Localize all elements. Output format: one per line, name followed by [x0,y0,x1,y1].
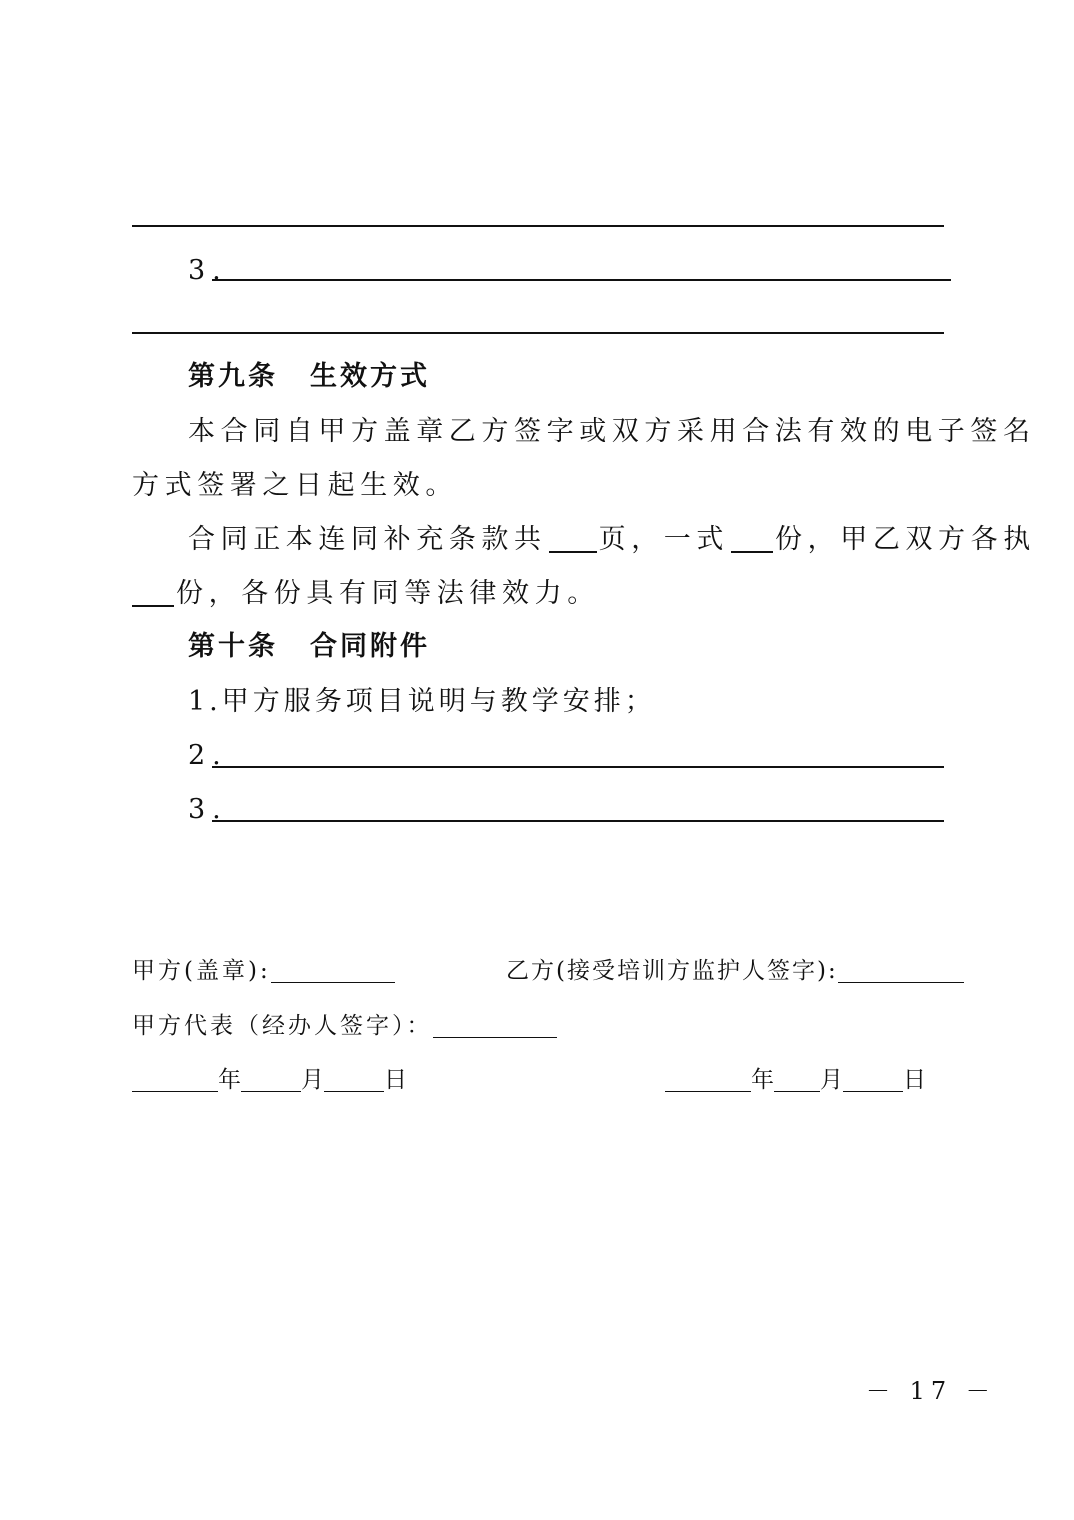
party-b-label: 乙方(接受培训方监护人签字): [506,958,838,984]
each-party-copies-blank [132,581,174,607]
party-a-year-blank [132,1069,218,1092]
party-a-month: 月 [301,1067,324,1093]
article-9-heading [188,363,430,390]
article-10-number: 第十条 [188,631,278,662]
pages-blank [549,527,597,553]
party-b-year-blank [665,1069,751,1092]
article-10-title: 合同附件 [310,631,430,662]
article-9-para2-part4: 份，各份具有同等法律效力。 [176,578,600,609]
article-10-item-3-blank [212,820,944,822]
party-a-year: 年 [218,1067,241,1093]
copies-blank [731,527,773,553]
article-10-heading [188,633,430,660]
article-10-item-1: 1.甲方服务项目说明与教学安排； [188,686,656,717]
article-9-para1-line2: 方式签署之日起生效。 [132,470,458,501]
article-10-item-2-label: 2. [188,740,228,771]
article-9-para2-line2 [132,580,600,607]
party-a-signature [132,960,395,983]
article-9-para1-line1: 本合同自甲方盖章乙方签字或双方采用合法有效的电子签名 [188,416,1036,447]
party-a-month-blank [241,1069,301,1092]
article-9-para2-line1 [188,526,1036,553]
party-a-rep-blank [433,1015,557,1038]
party-a-date [132,1069,407,1092]
party-a-label: 甲方(盖章): [132,958,271,984]
article-9-para2-part3: 份，甲乙双方各执 [775,524,1036,555]
prev-item-3-blank [212,279,951,281]
party-a-seal-blank [271,960,395,983]
article-9-para2-part2: 页，一式 [598,524,730,555]
blank-line-continuation-top [132,225,944,227]
article-9-title: 生效方式 [310,361,430,392]
prev-item-3-label: 3. [188,255,228,286]
article-9-number: 第九条 [188,361,278,392]
party-b-date [665,1069,926,1092]
party-b-month-blank [774,1069,820,1092]
blank-line-continuation-bottom [132,332,944,334]
article-10-item-2-blank [212,766,944,768]
party-b-day-blank [843,1069,903,1092]
party-a-rep-signature [132,1015,557,1038]
party-b-year: 年 [751,1067,774,1093]
party-b-sign-blank [838,960,964,983]
party-a-day: 日 [384,1067,407,1093]
party-b-month: 月 [820,1067,843,1093]
party-b-signature [506,960,964,983]
article-9-para2-part1: 合同正本连同补充条款共 [188,524,547,555]
party-b-day: 日 [903,1067,926,1093]
party-a-rep-label: 甲方代表（经办人签字）： [132,1013,433,1039]
party-a-day-blank [324,1069,384,1092]
article-10-item-3-label: 3. [188,794,228,825]
page-number: － 17 － [866,1377,996,1405]
